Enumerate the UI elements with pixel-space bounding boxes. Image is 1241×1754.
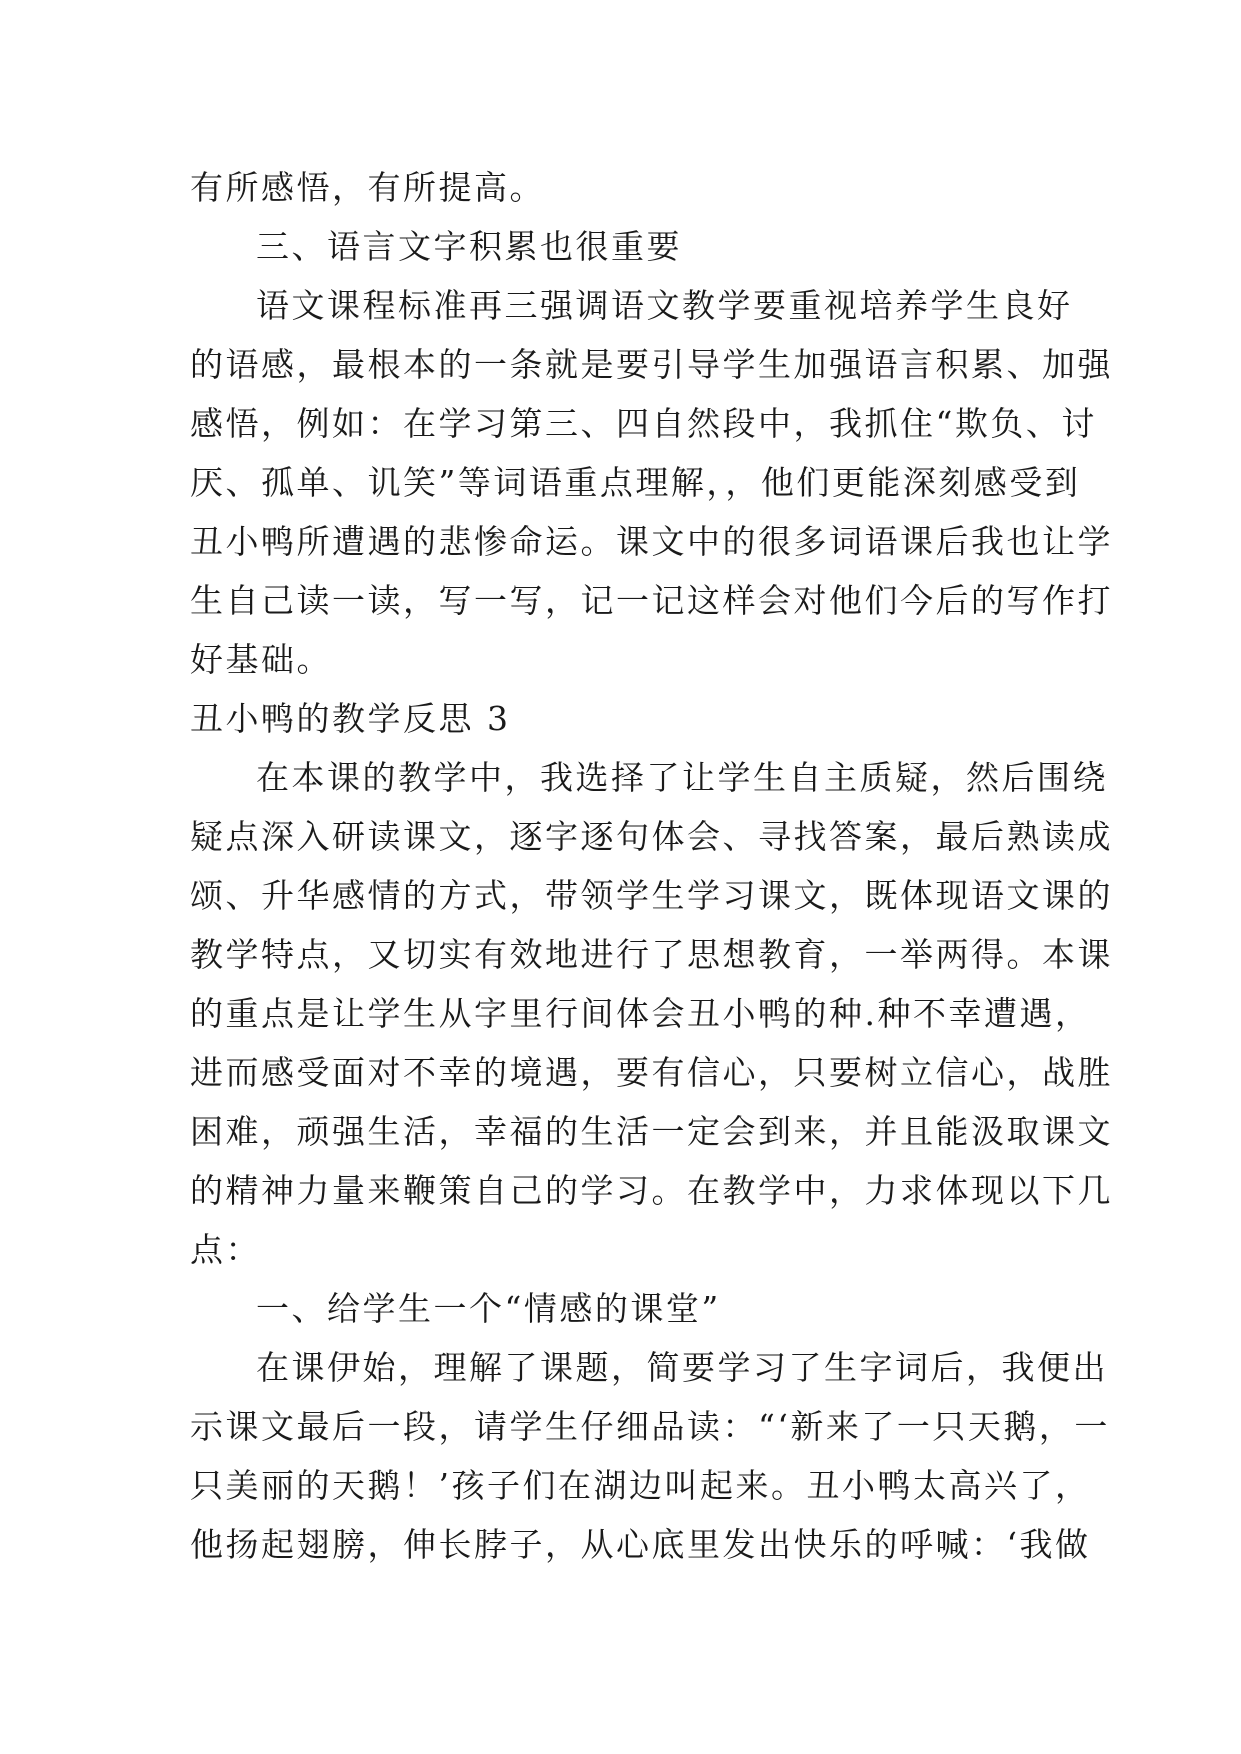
text-line: 感悟，例如：在学习第三、四自然段中，我抓住“欺负、讨 xyxy=(190,404,1097,443)
text-line: 教学特点，又切实有效地进行了思想教育，一举两得。本课 xyxy=(190,935,1113,974)
section-heading: 三、语言文字积累也很重要 xyxy=(256,227,682,266)
paragraph-first-line: 语文课程标准再三强调语文教学要重视培养学生良好 xyxy=(256,286,1073,325)
text-line: 有所感悟，有所提高。 xyxy=(190,168,545,207)
section-heading: 一、给学生一个“情感的课堂” xyxy=(256,1289,721,1328)
text-line: 颂、升华感情的方式，带领学生学习课文，既体现语文课的 xyxy=(190,876,1113,915)
paragraph-first-line: 在本课的教学中，我选择了让学生自主质疑，然后围绕 xyxy=(256,758,1108,797)
text-line: 只美丽的天鹅！’孩子们在湖边叫起来。丑小鸭太高兴了， xyxy=(190,1466,1091,1505)
text-line: 示课文最后一段，请学生仔细品读：“‘新来了一只天鹅，一 xyxy=(190,1407,1110,1446)
text-line: 点： xyxy=(190,1230,261,1269)
text-line: 疑点深入研读课文，逐字逐句体会、寻找答案，最后熟读成 xyxy=(190,817,1113,856)
text-line: 的精神力量来鞭策自己的学习。在教学中，力求体现以下几 xyxy=(190,1171,1113,1210)
text-line: 厌、孤单、讥笑”等词语重点理解，，他们更能深刻感受到 xyxy=(190,463,1081,502)
paragraph-first-line: 在课伊始，理解了课题，简要学习了生字词后，我便出 xyxy=(256,1348,1108,1387)
text-line: 生自己读一读，写一写，记一记这样会对他们今后的写作打 xyxy=(190,581,1113,620)
text-line: 他扬起翅膀，伸长脖子，从心底里发出快乐的呼喊：‘我做 xyxy=(190,1525,1091,1564)
text-line: 困难，顽强生活，幸福的生活一定会到来，并且能汲取课文 xyxy=(190,1112,1113,1151)
text-line: 的语感，最根本的一条就是要引导学生加强语言积累、加强 xyxy=(190,345,1113,384)
article-title: 丑小鸭的教学反思 3 xyxy=(190,699,511,738)
text-line: 进而感受面对不幸的境遇，要有信心，只要树立信心，战胜 xyxy=(190,1053,1113,1092)
text-line: 丑小鸭所遭遇的悲惨命运。课文中的很多词语课后我也让学 xyxy=(190,522,1113,561)
text-line: 的重点是让学生从字里行间体会丑小鸭的种.种不幸遭遇， xyxy=(190,994,1091,1033)
text-line: 好基础。 xyxy=(190,640,332,679)
